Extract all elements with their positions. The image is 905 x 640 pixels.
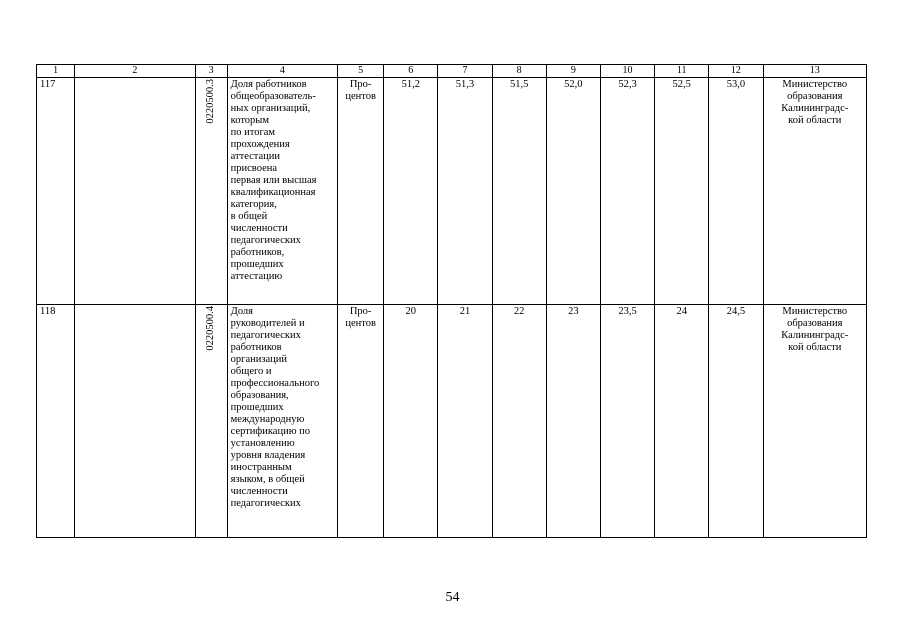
indicators-table <box>36 64 867 538</box>
row-code: 0220500.3 <box>205 79 217 124</box>
row-code-cell <box>195 78 227 305</box>
header-cell-13: 13 <box>763 65 866 78</box>
table-row <box>37 305 867 538</box>
header-cell-2: 2 <box>75 65 195 78</box>
row-value: 24,5 <box>709 305 763 538</box>
header-row <box>37 65 867 78</box>
row-value: 51,3 <box>438 78 492 305</box>
header-cell-7: 7 <box>438 65 492 78</box>
row-value: 52,5 <box>655 78 709 305</box>
row-value: 21 <box>438 305 492 538</box>
header-cell-5: 5 <box>338 65 384 78</box>
table-row <box>37 78 867 305</box>
header-cell-10: 10 <box>600 65 654 78</box>
row-value: 23,5 <box>600 305 654 538</box>
page-number: 54 <box>445 590 460 605</box>
row-value: 52,0 <box>546 78 600 305</box>
header-cell-3: 3 <box>195 65 227 78</box>
header-cell-12: 12 <box>709 65 763 78</box>
row-value: 53,0 <box>709 78 763 305</box>
header-cell-11: 11 <box>655 65 709 78</box>
row-code-cell <box>195 305 227 538</box>
header-cell-9: 9 <box>546 65 600 78</box>
header-cell-4: 4 <box>227 65 337 78</box>
row-col2 <box>75 78 195 305</box>
row-number: 118 <box>37 305 75 538</box>
header-cell-6: 6 <box>384 65 438 78</box>
row-value: 23 <box>546 305 600 538</box>
row-unit: Про- центов <box>338 305 384 538</box>
row-organization: Министерство образования Калининградс- кой области <box>763 305 866 538</box>
row-unit: Про- центов <box>338 78 384 305</box>
row-value: 51,2 <box>384 78 438 305</box>
row-value: 51,5 <box>492 78 546 305</box>
row-description: Доля работников общеобразователь- ных организаций, которым по итогам прохождения аттестации присвоена первая или высшая квалификационная категория, в общей численности педагогических работников, прошедших аттестацию <box>227 78 337 305</box>
row-value: 52,3 <box>600 78 654 305</box>
row-description: Доля руководителей и педагогических работников организаций общего и профессионального образования, прошедших международную сертификацию по установлению уровня владения иностранным языком, в общей численности педагогических <box>227 305 337 538</box>
header-cell-1: 1 <box>37 65 75 78</box>
row-value: 22 <box>492 305 546 538</box>
row-number: 117 <box>37 78 75 305</box>
row-code: 0220500.4 <box>205 306 217 351</box>
row-value: 24 <box>655 305 709 538</box>
row-col2 <box>75 305 195 538</box>
row-value: 20 <box>384 305 438 538</box>
row-organization: Министерство образования Калининградс- кой области <box>763 78 866 305</box>
header-cell-8: 8 <box>492 65 546 78</box>
